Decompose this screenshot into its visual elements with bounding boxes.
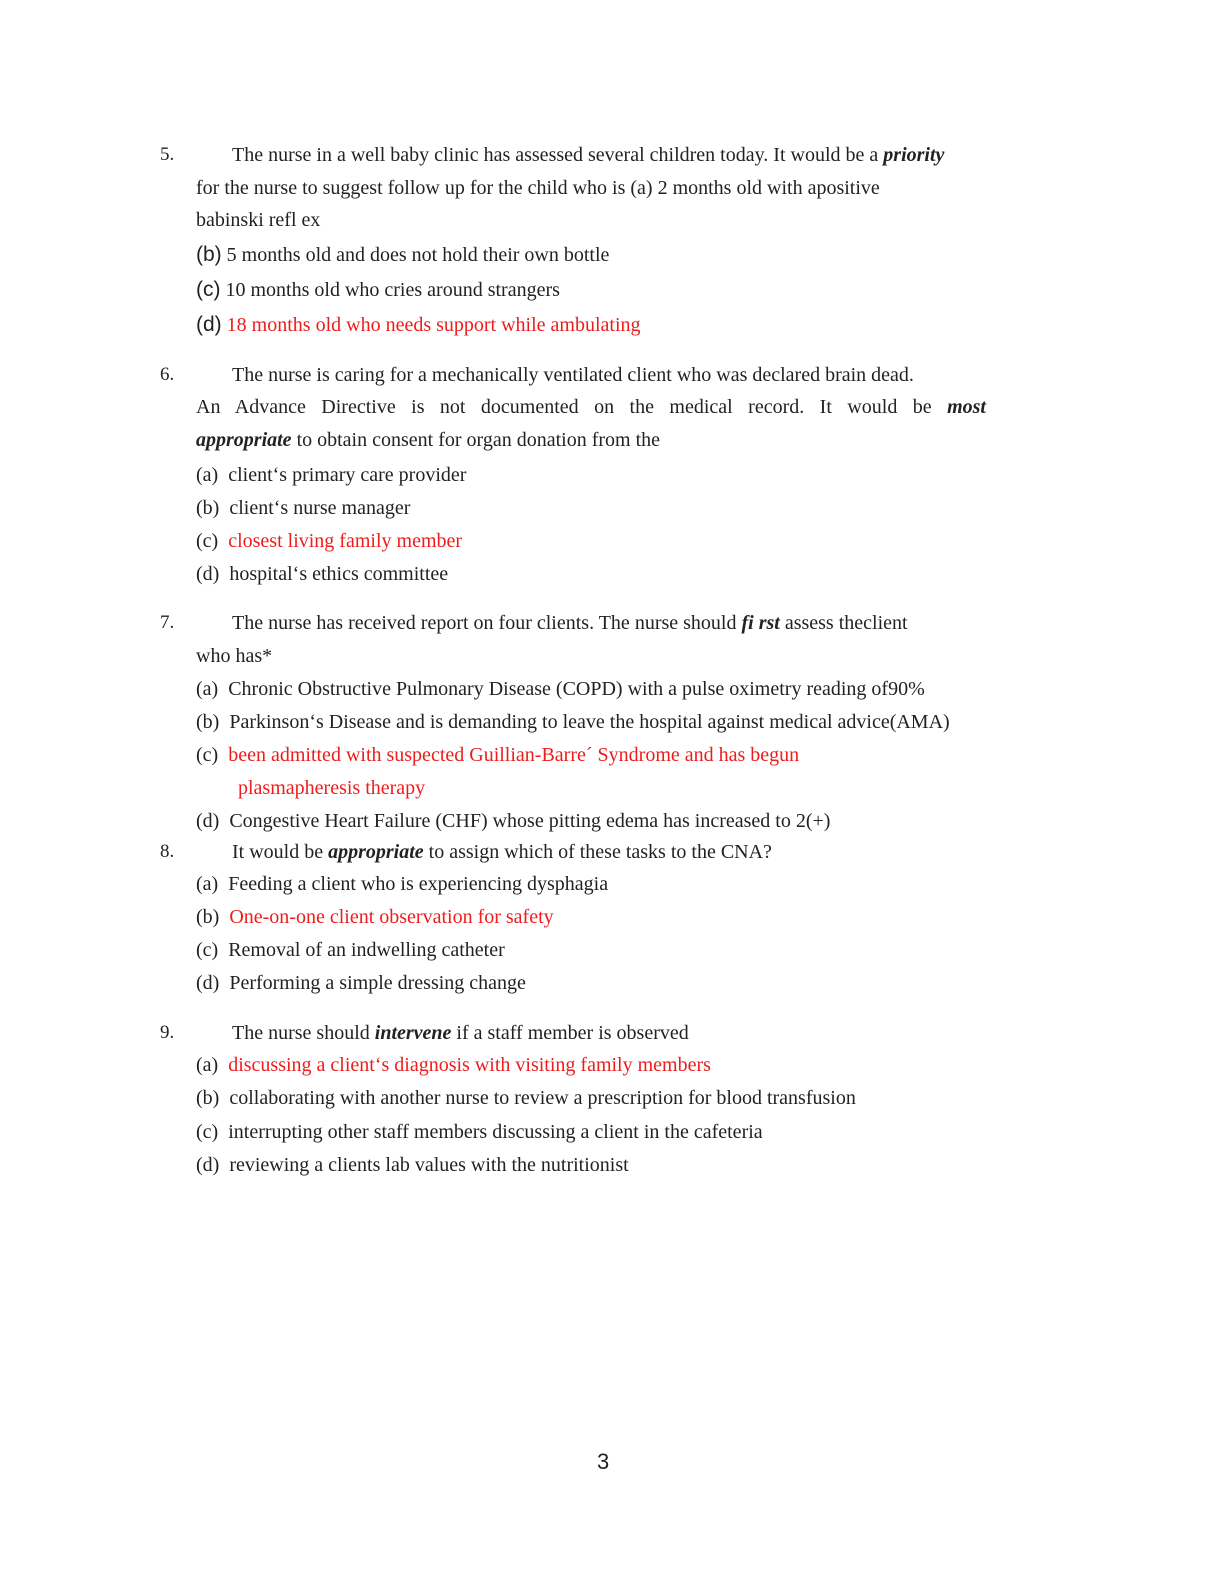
- option-d-answer: (d) 18 months old who needs support while ambulating: [196, 313, 641, 336]
- question-stem-line: appropriate to obtain consent for organ donation from the: [196, 429, 660, 451]
- emphasis-first: fi rst: [741, 612, 780, 634]
- emphasis-appropriate: appropriate: [196, 429, 292, 451]
- option-c: (c) interrupting other staff members discussing a client in the cafeteria: [196, 1121, 763, 1143]
- question-stem-line: The nurse in a well baby clinic has assessed several children today. It would be a priority: [232, 144, 945, 166]
- question-stem-line: The nurse should intervene if a staff member is observed: [232, 1022, 689, 1044]
- question-number: 5.: [160, 144, 175, 165]
- question-number: 9.: [160, 1022, 175, 1043]
- option-c: (c) 10 months old who cries around strangers: [196, 278, 560, 301]
- option-c: (c) Removal of an indwelling catheter: [196, 939, 505, 961]
- question-stem-line: for the nurse to suggest follow up for the child who is (a) 2 months old with apositive: [196, 177, 880, 199]
- option-c-answer: (c) closest living family member: [196, 530, 463, 552]
- page-number: 3: [597, 1449, 610, 1474]
- question-stem-line: babinski refl ex: [196, 209, 321, 231]
- question-number: 8.: [160, 841, 175, 862]
- question-number: 7.: [160, 612, 175, 633]
- question-stem-line: The nurse has received report on four clients. The nurse should fi rst assess theclient: [232, 612, 908, 634]
- question-stem-line: An Advance Directive is not documented on the medical record. It would be most: [196, 396, 986, 418]
- emphasis-priority: priority: [883, 144, 945, 166]
- option-c-answer: (c) been admitted with suspected Guillian-Barre´ Syndrome and has begun: [196, 744, 800, 766]
- emphasis-most: most: [947, 396, 986, 418]
- option-a: (a) client‘s primary care provider: [196, 464, 467, 486]
- option-d: (d) hospital‘s ethics committee: [196, 563, 449, 585]
- emphasis-appropriate: appropriate: [328, 841, 424, 863]
- question-stem-line: The nurse is caring for a mechanically ventilated client who was declared brain dead.: [232, 364, 914, 386]
- option-d: (d) Congestive Heart Failure (CHF) whose pitting edema has increased to 2(+): [196, 810, 831, 832]
- option-b: (b) client‘s nurse manager: [196, 497, 411, 519]
- option-b: (b) collaborating with another nurse to review a prescription for blood transfusion: [196, 1087, 856, 1109]
- emphasis-intervene: intervene: [374, 1022, 452, 1044]
- option-d: (d) reviewing a clients lab values with the nutritionist: [196, 1154, 629, 1176]
- option-a: (a) Feeding a client who is experiencing dysphagia: [196, 873, 609, 895]
- option-c-answer-continued: plasmapheresis therapy: [238, 777, 426, 799]
- option-a: (a) Chronic Obstructive Pulmonary Disease (COPD) with a pulse oximetry reading of90%: [196, 678, 925, 700]
- question-stem-line: who has*: [196, 645, 273, 667]
- option-a-answer: (a) discussing a client‘s diagnosis with visiting family members: [196, 1054, 711, 1076]
- question-stem-line: It would be appropriate to assign which of these tasks to the CNA?: [232, 841, 772, 863]
- option-b: (b) 5 months old and does not hold their own bottle: [196, 243, 610, 266]
- option-d: (d) Performing a simple dressing change: [196, 972, 526, 994]
- question-number: 6.: [160, 364, 175, 385]
- option-b: (b) Parkinson‘s Disease and is demanding to leave the hospital against medical advice(AMA): [196, 711, 950, 733]
- option-b-answer: (b) One-on-one client observation for safety: [196, 906, 554, 928]
